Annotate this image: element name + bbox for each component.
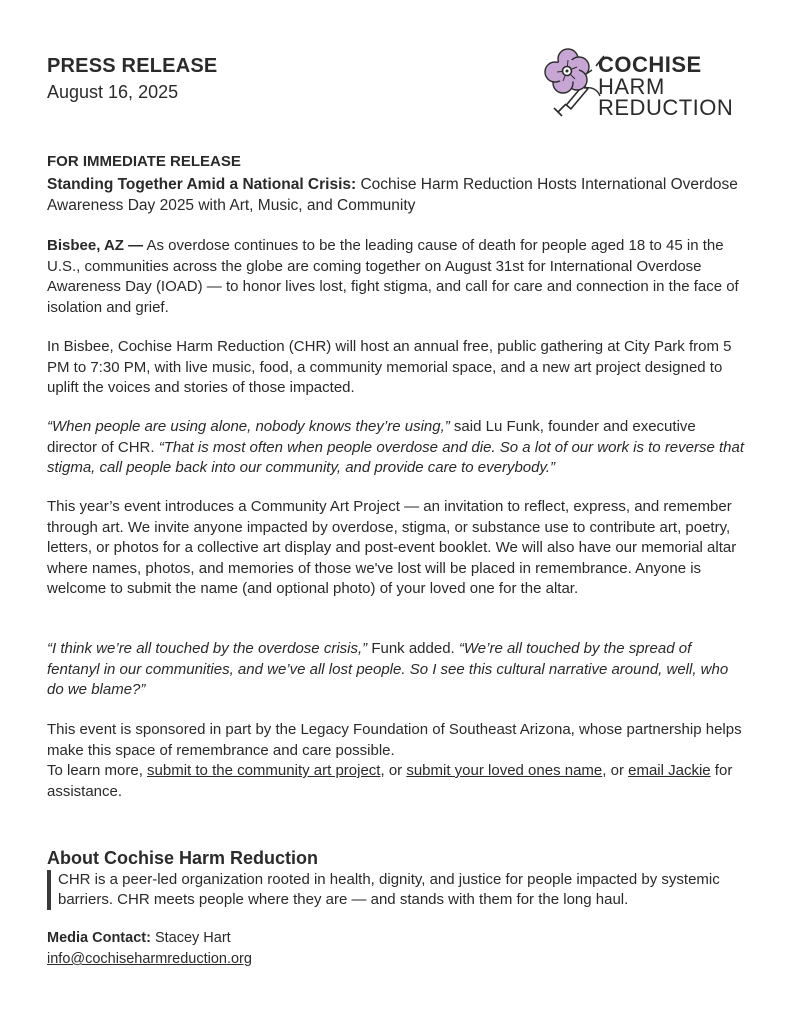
logo-text-harm: HARM	[598, 74, 665, 99]
email-jackie-link[interactable]: email Jackie	[628, 762, 711, 779]
loved-ones-name-link[interactable]: submit your loved ones name	[406, 762, 603, 779]
logo-text-cochise: COCHISE	[598, 52, 702, 77]
about-blockquote: CHR is a peer-led organization rooted in health, dignity, and justice for people impacted by systemic barriers. CHR meets people where they are — and stands with them for the long haul.	[47, 870, 747, 910]
contact-email-link[interactable]: info@cochiseharmreduction.org	[47, 951, 252, 967]
release-date: August 16, 2025	[47, 82, 179, 102]
headline	[47, 174, 747, 216]
headline-lead: Standing Together Amid a National Crisis:	[47, 176, 357, 193]
media-contact	[47, 928, 252, 970]
quote-attribution-2: Funk added.	[367, 640, 459, 657]
press-release-title: PRESS RELEASE	[47, 55, 218, 77]
paragraph-intro	[47, 236, 747, 318]
media-contact-label: Media Contact:	[47, 930, 151, 946]
art-project-link[interactable]: submit to the community art project	[147, 762, 381, 779]
learn-more-prefix: To learn more,	[47, 762, 148, 779]
quote-3: “I think we’re all touched by the overdose crisis,”	[47, 640, 368, 657]
dateline: Bisbee, AZ —	[47, 237, 144, 254]
organization-logo	[544, 48, 754, 120]
learn-more-suffix: for assistance.	[47, 762, 733, 800]
paragraph-art-project: This year’s event introduces a Community Art Project — an invitation to reflect, express, and remember through art. We invite anyone impacted by overdose, stigma, or substance use to contribute art, poetry, letters, or photos for a collective art display and post-event booklet. We will also have our memorial altar where names, photos, and memories of those we've lost will be placed in remembrance. Anyone is welcome to submit the name (and optional photo) of your loved one for the altar.	[47, 498, 737, 597]
paragraph-quote-funk-2	[47, 639, 747, 701]
paragraph-event-details: In Bisbee, Cochise Harm Reduction (CHR) will host an annual free, public gathering at City Park from 5 PM to 7:30 PM, with live music, food, a community memorial space, and a new art project designed to uplift the voices and stories of those impacted.	[47, 338, 732, 396]
headline-rest: Cochise Harm Reduction Hosts International Overdose Awareness Day 2025 with Art, Music, and Community	[47, 176, 738, 214]
about-heading: About Cochise Harm Reduction	[47, 848, 319, 868]
intro-text: As overdose continues to be the leading cause of death for people aged 18 to 45 in the U.S., communities across the globe are coming together on August 31st for International Overdose Awareness Day (IOAD) — to honor lives lost, fight stigma, and call for care and connection in the face of isolation and grief.	[47, 237, 739, 316]
link-separator: , or	[602, 762, 629, 779]
release-kicker: FOR IMMEDIATE RELEASE	[47, 153, 241, 170]
quote-2: “That is most often when people overdose and die. So a lot of our work is to reverse that stigma, call people back into our community, and provide care to everybody.”	[47, 438, 745, 476]
flower-syringe-icon	[544, 48, 604, 120]
link-separator: , or	[380, 762, 407, 779]
media-contact-name: Stacey Hart	[150, 930, 231, 946]
quote-attribution: said Lu Funk, founder and executive director of CHR.	[47, 418, 696, 456]
quote-1: “When people are using alone, nobody knows they’re using,”	[47, 418, 450, 435]
sponsor-text: This event is sponsored in part by the Legacy Foundation of Southeast Arizona, whose partnership helps make this space of remembrance and care possible.	[47, 721, 742, 759]
quote-4: “We’re all touched by the spread of fentanyl in our communities, and we’ve all lost people. So I see this cultural narrative around, well, who do we blame?”	[47, 640, 729, 698]
logo-text-reduction: REDUCTION	[598, 95, 734, 120]
paragraph-sponsor	[47, 720, 747, 802]
paragraph-quote-funk	[47, 417, 747, 479]
